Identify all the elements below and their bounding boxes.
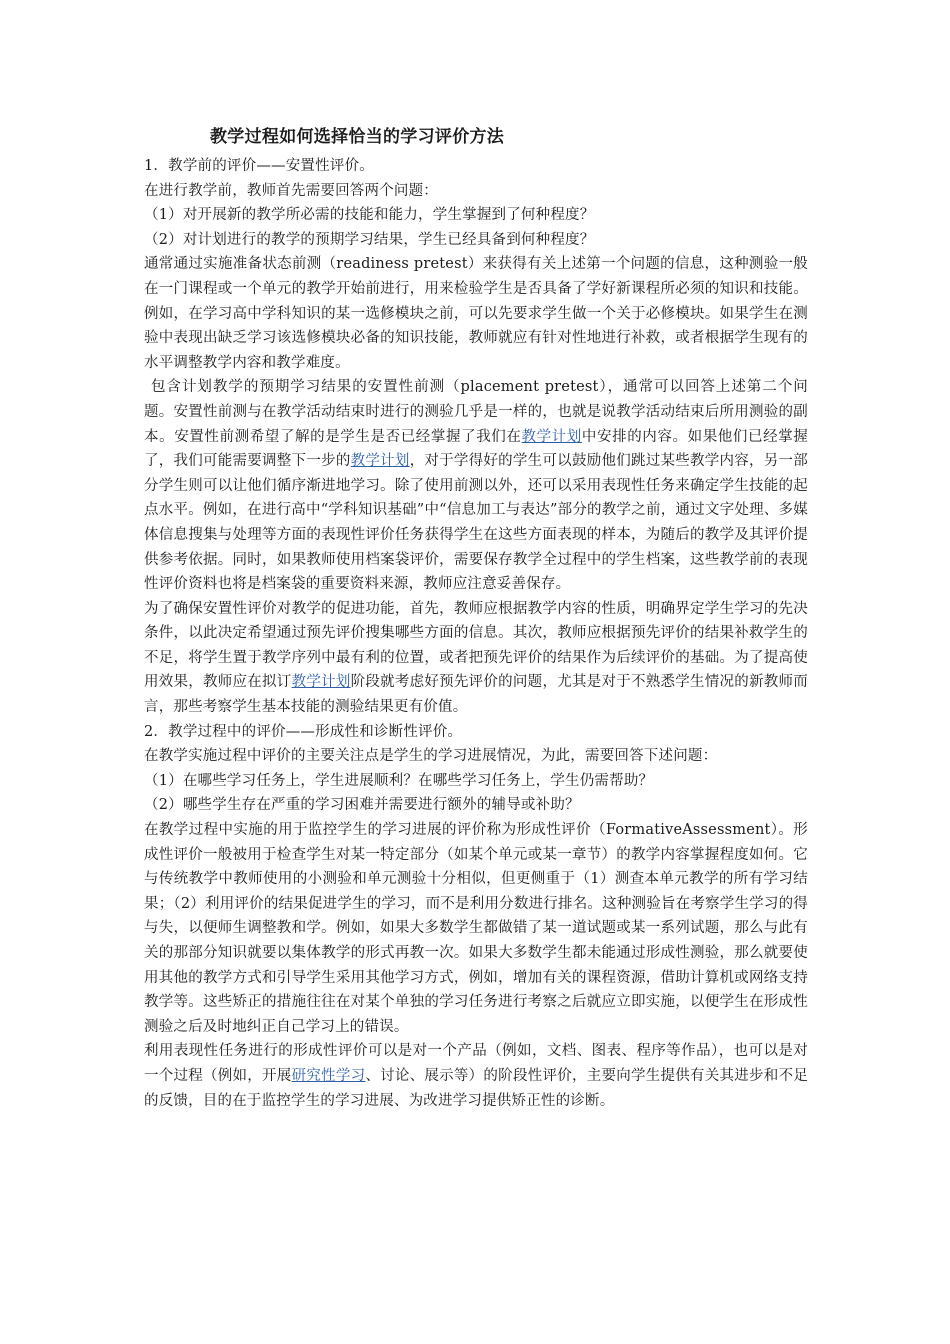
teaching-plan-link[interactable]: 教学计划 (350, 453, 410, 470)
document-page (144, 122, 808, 1113)
section1-paragraph-2 (144, 375, 808, 596)
section1-intro: 在进行教学前，教师首先需要回答两个问题： (144, 182, 438, 199)
paragraph-text: 中安排的内容。如果他们已经掌握了，我们可能需要调整下一步的 (144, 428, 809, 470)
section1-paragraph-1: 通常通过实施准备状态前测（readiness pretest）来获得有关上述第一个问题的信息，这种测验一般在一门课程或一个单元的教学开始前进行，用来检验学生是否具备了学好新课程所必须的知识和技能。例如，在学习高中学科知识的某一选修模块之前，可以先要求学生做一个关于必修模块。如果学生在测验中表现出缺乏学习该选修模块必备的知识技能，教师就应有针对性地进行补救，或者根据学生现有的水平调整教学内容和教学难度。 (144, 256, 808, 371)
section2-intro: 在教学实施过程中评价的主要关注点是学生的学习进展情况，为此，需要回答下述问题： (144, 748, 718, 765)
section2-paragraph-1: 在教学过程中实施的用于监控学生的学习进展的评价称为形成性评价（FormativeAssessment）。形成性评价一般被用于检查学生对某一特定部分（如某个单元或某一章节）的教学内容掌握程度如何。它与传统教学中教师使用的小测验和单元测验十分相似，但更侧重于（1）测查本单元教学的所有学习结果；（2）利用评价的结果促进学生的学习，而不是利用分数进行排名。这种测验旨在考察学生学习的得与失，以便师生调整教和学。例如，如果大多数学生都做错了某一道试题或某一系列试题，那么与此有关的那部分知识就要以集体教学的形式再教一次。如果大多数学生都未能通过形成性测验，那么就要使用其他的教学方式和引导学生采用其他学习方式，例如，增加有关的课程资源，借助计算机或网络支持教学等。这些矫正的措施往往在对某个单独的学习任务进行考察之后就应立即实施，以便学生在形成性测验之后及时地纠正自己学习上的错误。 (144, 822, 808, 1035)
section1-heading: 1．教学前的评价——安置性评价。 (144, 158, 374, 174)
paragraph-text: 利用表现性任务进行的形成性评价可以是对一个产品（例如，文档、图表、程序等作品），也可以是对一个过程（例如，开展 (144, 1043, 808, 1084)
paragraph-text: 包含计划教学的预期学习结果的安置性前测（placement pretest），通常可以回答上述第二个问题。安置性前测与在教学活动结束时进行的测验几乎是一样的，也就是说教学活动结束后所用测验的副本。安置性前测希望了解的是学生是否已经掌握了我们在 (144, 379, 808, 445)
paragraph-text: ，对于学得好的学生可以鼓励他们跳过某些教学内容，另一部分学生则可以让他们循序渐进地学习。除了使用前测以外，还可以采用表现性任务来确定学生技能的起点水平。例如，在进行高中“学科知识基础”中“信息加工与表达”部分的教学之前，通过文字处理、多媒体信息搜集与处理等方面的表现性评价任务获得学生在这些方面表现的样本，为随后的教学及其评价提供参考依据。同时，如果教师使用档案袋评价，需要保存教学全过程中的学生档案，这些教学前的表现性评价资料也将是档案袋的重要资料来源，教师应注意妥善保存。 (144, 453, 808, 593)
paragraph-text: 、讨论、展示等）的阶段性评价，主要向学生提供有关其进步和不足的反馈，目的在于监控学生的学习进展、为改进学习提供矫正性的诊断。 (144, 1067, 809, 1109)
teaching-plan-link[interactable]: 教学计划 (521, 428, 582, 445)
research-learning-link[interactable]: 研究性学习 (291, 1067, 366, 1084)
teaching-plan-link[interactable]: 教学计划 (291, 674, 351, 691)
section2-question-2: （2）哪些学生存在严重的学习困难并需要进行额外的辅导或补助？ (144, 797, 580, 814)
document-title: 教学过程如何选择恰当的学习评价方法 (210, 127, 505, 147)
section2-question-1: （1）在哪些学习任务上，学生进展顺利？在哪些学习任务上，学生仍需帮助？ (144, 772, 654, 789)
paragraph-text: 为了确保安置性评价对教学的促进功能，首先，教师应根据教学内容的性质，明确界定学生学习的先决条件，以此决定希望通过预先评价搜集哪些方面的信息。其次，教师应根据预先评价的结果补救学生的不足，将学生置于教学序列中最有利的位置，或者把预先评价的结果作为后续评价的基础。为了提高使用效果，教师应在拟订 (144, 600, 808, 691)
section2-paragraph-2 (144, 1039, 808, 1113)
section1-question-1: （1）对开展新的教学所必需的技能和能力，学生掌握到了何种程度？ (144, 207, 595, 224)
section1-paragraph-3 (144, 597, 808, 720)
section2-heading: 2．教学过程中的评价——形成性和诊断性评价。 (144, 723, 463, 740)
paragraph-text: 阶段就考虑好预先评价的问题，尤其是对于不熟悉学生情况的新教师而言，那些考察学生基本技能的测验结果更有价值。 (144, 674, 809, 716)
section1-question-2: （2）对计划进行的教学的预期学习结果，学生已经具备到何种程度？ (144, 231, 595, 248)
